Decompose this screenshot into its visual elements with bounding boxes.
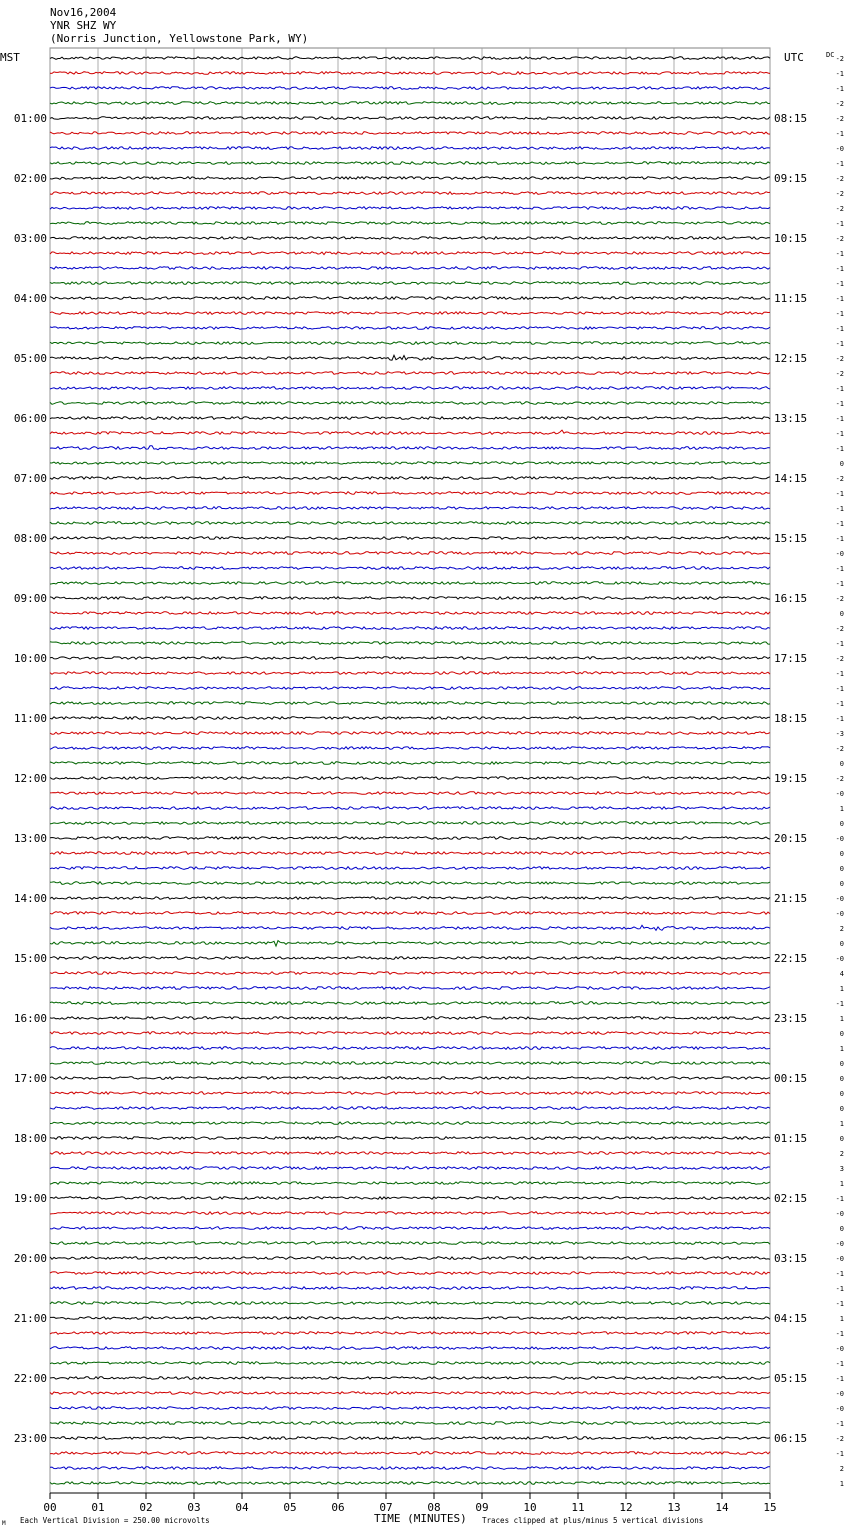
seismic-trace (50, 1467, 770, 1470)
mst-hour-label: 13:00 (13, 832, 47, 845)
dc-label: DC (826, 51, 835, 59)
seismic-trace (50, 342, 770, 345)
dc-offset-label: -1 (835, 1360, 844, 1368)
traces-group (50, 57, 770, 1485)
seismic-trace (50, 627, 770, 630)
seismic-trace (50, 702, 770, 705)
seismic-trace (50, 1437, 770, 1440)
dc-offset-label: 2 (839, 925, 844, 933)
seismic-trace (50, 717, 770, 720)
utc-hour-label: 11:15 (774, 292, 808, 305)
mst-hour-label: 14:00 (13, 892, 47, 905)
seismic-trace (50, 1482, 770, 1485)
dc-offset-label: 0 (839, 760, 844, 768)
dc-offset-label: -0 (835, 1210, 844, 1218)
dc-offset-label: -1 (835, 445, 844, 453)
dc-offset-label: 0 (839, 610, 844, 618)
seismic-trace (50, 941, 770, 947)
seismic-trace (50, 312, 770, 315)
dc-offset-label: -0 (835, 790, 844, 798)
seismic-trace (50, 1212, 770, 1215)
seismic-trace (50, 177, 770, 180)
dc-offset-label: 0 (839, 1135, 844, 1143)
dc-offset-label: -2 (835, 595, 844, 603)
dc-offset-label: -0 (835, 550, 844, 558)
dc-offset-label: -2 (835, 175, 844, 183)
dc-offset-label: -2 (835, 355, 844, 363)
x-tick-label: 10 (523, 1501, 537, 1514)
dc-offset-label: -0 (835, 1405, 844, 1413)
time-grid (50, 48, 770, 1499)
dc-offset-label: 0 (839, 850, 844, 858)
x-tick-label: 07 (379, 1501, 393, 1514)
mst-hour-label: 22:00 (13, 1372, 47, 1385)
dc-offset-label: -0 (835, 1390, 844, 1398)
seismic-trace (50, 1107, 770, 1110)
utc-hour-label: 23:15 (774, 1012, 808, 1025)
seismic-trace (50, 672, 770, 675)
seismic-trace (50, 462, 770, 465)
seismic-trace (50, 852, 770, 855)
seismic-trace (50, 237, 770, 240)
seismic-trace (50, 612, 770, 615)
dc-offset-label: -2 (835, 625, 844, 633)
mst-hour-label: 21:00 (13, 1312, 47, 1325)
seismic-trace (50, 867, 770, 870)
seismic-trace (50, 117, 770, 120)
dc-offset-label: -1 (835, 130, 844, 138)
mst-hour-label: 15:00 (13, 952, 47, 965)
utc-label: UTC (784, 51, 804, 64)
seismic-trace (50, 1122, 770, 1125)
mst-hour-label: 11:00 (13, 712, 47, 725)
seismic-trace (50, 1362, 770, 1365)
seismic-trace (50, 1182, 770, 1185)
dc-offset-label: -1 (835, 520, 844, 528)
seismic-trace (50, 807, 770, 810)
seismic-trace (50, 387, 770, 390)
seismic-trace (50, 1032, 770, 1035)
x-tick-label: 03 (187, 1501, 201, 1514)
dc-offset-label: 1 (839, 1180, 844, 1188)
mst-hour-label: 08:00 (13, 532, 47, 545)
dc-offset-label: -2 (835, 475, 844, 483)
seismic-trace (50, 1092, 770, 1095)
dc-offset-label: -1 (835, 250, 844, 258)
utc-hour-label: 04:15 (774, 1312, 808, 1325)
seismic-trace (50, 1077, 770, 1080)
labels-group (14, 55, 844, 1514)
seismic-trace (50, 1017, 770, 1020)
mst-hour-label: 06:00 (13, 412, 47, 425)
seismic-trace (50, 327, 770, 330)
dc-offset-label: -2 (835, 235, 844, 243)
utc-hour-label: 01:15 (774, 1132, 808, 1145)
dc-offset-label: 0 (839, 1030, 844, 1038)
dc-offset-label: 0 (839, 1060, 844, 1068)
mst-hour-label: 05:00 (13, 352, 47, 365)
seismic-trace (50, 957, 770, 960)
seismic-trace (50, 897, 770, 900)
seismic-trace (50, 1047, 770, 1050)
seismic-trace (50, 102, 770, 105)
dc-offset-label: 1 (839, 1480, 844, 1488)
seismic-trace (50, 582, 770, 585)
seismic-trace (50, 252, 770, 255)
x-tick-label: 12 (619, 1501, 633, 1514)
seismic-trace (50, 657, 770, 660)
dc-offset-label: -1 (835, 1375, 844, 1383)
mst-hour-label: 07:00 (13, 472, 47, 485)
dc-offset-label: -1 (835, 1330, 844, 1338)
dc-offset-label: -2 (835, 205, 844, 213)
seismic-trace (50, 822, 770, 825)
dc-offset-label: -1 (835, 670, 844, 678)
x-tick-label: 00 (43, 1501, 57, 1514)
mst-hour-label: 09:00 (13, 592, 47, 605)
utc-hour-label: 06:15 (774, 1432, 808, 1445)
dc-offset-label: -0 (835, 910, 844, 918)
dc-offset-label: -1 (835, 85, 844, 93)
utc-hour-label: 10:15 (774, 232, 808, 245)
seismic-trace (50, 747, 770, 750)
seismic-trace (50, 162, 770, 165)
seismic-trace (50, 925, 770, 930)
dc-offset-label: 0 (839, 1090, 844, 1098)
dc-offset-label: -0 (835, 895, 844, 903)
seismic-trace (50, 72, 770, 75)
utc-hour-label: 16:15 (774, 592, 808, 605)
dc-offset-label: -1 (835, 685, 844, 693)
scale-note: Each Vertical Division = 250.00 microvolts (20, 1516, 210, 1525)
utc-hour-label: 21:15 (774, 892, 808, 905)
mst-hour-label: 20:00 (13, 1252, 47, 1265)
seismic-trace (50, 282, 770, 285)
seismic-trace (50, 1422, 770, 1425)
seismic-trace (50, 355, 770, 360)
dc-offset-label: -0 (835, 1345, 844, 1353)
dc-offset-label: -1 (835, 1195, 844, 1203)
utc-hour-label: 15:15 (774, 532, 808, 545)
x-tick-label: 14 (715, 1501, 729, 1514)
station-name: YNR SHZ WY (50, 19, 117, 32)
seismic-trace (50, 837, 770, 840)
seismic-trace (50, 492, 770, 495)
seismic-trace (50, 372, 770, 375)
dc-offset-label: 0 (839, 865, 844, 873)
dc-offset-label: -1 (835, 265, 844, 273)
seismic-trace (50, 1377, 770, 1380)
dc-offset-label: -1 (835, 220, 844, 228)
dc-offset-label: -2 (835, 190, 844, 198)
seismic-trace (50, 642, 770, 645)
seismic-trace (50, 777, 770, 780)
mst-hour-label: 10:00 (13, 652, 47, 665)
dc-offset-label: 0 (839, 1225, 844, 1233)
dc-offset-label: -3 (835, 730, 844, 738)
dc-offset-label: -1 (835, 325, 844, 333)
utc-hour-label: 03:15 (774, 1252, 808, 1265)
dc-offset-label: -1 (835, 700, 844, 708)
seismic-trace (50, 537, 770, 540)
utc-hour-label: 22:15 (774, 952, 808, 965)
dc-offset-label: -0 (835, 1240, 844, 1248)
seismic-trace (50, 1317, 770, 1320)
dc-offset-label: -1 (835, 1285, 844, 1293)
dc-offset-label: -2 (835, 55, 844, 63)
dc-offset-label: -1 (835, 1450, 844, 1458)
seismic-trace (50, 1167, 770, 1170)
seismic-trace (50, 477, 770, 480)
seismic-trace (50, 267, 770, 270)
seismic-trace (50, 1152, 770, 1155)
seismic-trace (50, 1002, 770, 1005)
dc-offset-label: 0 (839, 460, 844, 468)
seismic-trace (50, 1272, 770, 1275)
seismic-trace (50, 446, 770, 450)
utc-hour-label: 20:15 (774, 832, 808, 845)
utc-hour-label: 14:15 (774, 472, 808, 485)
x-axis-title: TIME (MINUTES) (374, 1512, 467, 1525)
mst-hour-label: 01:00 (13, 112, 47, 125)
mst-hour-label: 18:00 (13, 1132, 47, 1145)
seismic-trace (50, 597, 770, 600)
dc-offset-label: -0 (835, 955, 844, 963)
dc-offset-label: -1 (835, 280, 844, 288)
seismic-trace (50, 192, 770, 195)
dc-offset-label: 1 (839, 1120, 844, 1128)
seismic-trace (50, 132, 770, 135)
clip-note: Traces clipped at plus/minus 5 vertical divisions (482, 1516, 704, 1525)
dc-offset-label: 2 (839, 1465, 844, 1473)
seismic-trace (50, 1332, 770, 1335)
seismic-trace (50, 430, 770, 434)
seismic-trace (50, 552, 770, 555)
utc-hour-label: 17:15 (774, 652, 808, 665)
utc-hour-label: 02:15 (774, 1192, 808, 1205)
plot-frame (50, 48, 770, 1493)
x-tick-label: 15 (763, 1501, 777, 1514)
seismic-trace (50, 1302, 770, 1305)
dc-offset-label: -1 (835, 70, 844, 78)
x-tick-label: 09 (475, 1501, 489, 1514)
x-tick-label: 01 (91, 1501, 105, 1514)
dc-offset-label: -1 (835, 1300, 844, 1308)
dc-offset-label: 4 (839, 970, 844, 978)
seismic-trace (50, 1257, 770, 1260)
utc-hour-label: 12:15 (774, 352, 808, 365)
dc-offset-label: -0 (835, 1255, 844, 1263)
utc-hour-label: 05:15 (774, 1372, 808, 1385)
x-tick-label: 04 (235, 1501, 249, 1514)
dc-offset-label: -2 (835, 655, 844, 663)
seismic-trace (50, 987, 770, 990)
seismic-trace (50, 87, 770, 90)
dc-offset-label: -2 (835, 775, 844, 783)
dc-offset-label: 0 (839, 880, 844, 888)
seismic-trace (50, 1137, 770, 1140)
dc-offset-label: -1 (835, 430, 844, 438)
seismic-trace (50, 1197, 770, 1200)
seismic-trace (50, 1347, 770, 1350)
dc-offset-label: 1 (839, 985, 844, 993)
utc-hour-label: 19:15 (774, 772, 808, 785)
dc-offset-label: 1 (839, 1315, 844, 1323)
mst-hour-label: 03:00 (13, 232, 47, 245)
station-location: (Norris Junction, Yellowstone Park, WY) (50, 32, 309, 45)
mst-hour-label: 16:00 (13, 1012, 47, 1025)
seismic-trace (50, 1392, 770, 1395)
seismic-trace (50, 882, 770, 885)
seismic-trace (50, 762, 770, 765)
x-tick-label: 06 (331, 1501, 345, 1514)
dc-offset-label: -2 (835, 100, 844, 108)
mst-hour-label: 19:00 (13, 1192, 47, 1205)
seismic-trace (50, 1242, 770, 1245)
dc-offset-label: -1 (835, 1000, 844, 1008)
dc-offset-label: -2 (835, 745, 844, 753)
plot-date: Nov16,2004 (50, 6, 117, 19)
x-tick-label: 11 (571, 1501, 585, 1514)
x-tick-label: 13 (667, 1501, 681, 1514)
utc-hour-label: 00:15 (774, 1072, 808, 1085)
seismic-trace (50, 1452, 770, 1455)
dc-offset-label: -1 (835, 640, 844, 648)
dc-offset-label: -1 (835, 295, 844, 303)
mst-hour-label: 17:00 (13, 1072, 47, 1085)
dc-offset-label: 0 (839, 940, 844, 948)
mst-hour-label: 04:00 (13, 292, 47, 305)
seismic-trace (50, 57, 770, 60)
dc-offset-label: 0 (839, 1105, 844, 1113)
dc-offset-label: -1 (835, 1420, 844, 1428)
mst-hour-label: 23:00 (13, 1432, 47, 1445)
mst-hour-label: 02:00 (13, 172, 47, 185)
dc-offset-label: -1 (835, 565, 844, 573)
seismic-trace (50, 687, 770, 690)
utc-hour-label: 08:15 (774, 112, 808, 125)
seismic-trace (50, 972, 770, 975)
seismic-trace (50, 402, 770, 405)
dc-offset-label: -1 (835, 385, 844, 393)
x-tick-label: 08 (427, 1501, 441, 1514)
dc-offset-label: -2 (835, 1435, 844, 1443)
seismic-trace (50, 297, 770, 300)
seismic-trace (50, 222, 770, 225)
dc-offset-label: -1 (835, 340, 844, 348)
dc-offset-label: -1 (835, 310, 844, 318)
utc-hour-label: 09:15 (774, 172, 808, 185)
seismic-trace (50, 417, 770, 420)
seismic-trace (50, 1287, 770, 1290)
dc-offset-label: -1 (835, 160, 844, 168)
dc-offset-label: -1 (835, 415, 844, 423)
dc-offset-label: -1 (835, 580, 844, 588)
dc-offset-label: -1 (835, 400, 844, 408)
x-tick-label: 02 (139, 1501, 153, 1514)
seismic-trace (50, 522, 770, 525)
seismic-trace (50, 912, 770, 915)
seismic-trace (50, 1407, 770, 1410)
dc-offset-label: -1 (835, 535, 844, 543)
dc-offset-label: 0 (839, 1075, 844, 1083)
dc-offset-label: 0 (839, 820, 844, 828)
mst-label: MST (0, 51, 20, 64)
dc-offset-label: 3 (839, 1165, 844, 1173)
mst-hour-label: 12:00 (13, 772, 47, 785)
utc-hour-label: 13:15 (774, 412, 808, 425)
dc-offset-label: 1 (839, 1045, 844, 1053)
dc-offset-label: -1 (835, 1270, 844, 1278)
dc-offset-label: -1 (835, 505, 844, 513)
seismic-trace (50, 207, 770, 210)
dc-offset-label: -2 (835, 370, 844, 378)
corner-mark: M (2, 1520, 6, 1527)
dc-offset-label: -0 (835, 145, 844, 153)
dc-offset-label: 2 (839, 1150, 844, 1158)
seismic-trace (50, 567, 770, 570)
seismic-trace (50, 1227, 770, 1230)
dc-offset-label: 1 (839, 805, 844, 813)
x-tick-label: 05 (283, 1501, 297, 1514)
dc-offset-label: -0 (835, 835, 844, 843)
utc-hour-label: 18:15 (774, 712, 808, 725)
seismic-trace (50, 732, 770, 735)
seismic-trace (50, 147, 770, 150)
seismic-trace (50, 792, 770, 795)
dc-offset-label: -1 (835, 490, 844, 498)
dc-offset-label: -2 (835, 115, 844, 123)
seismic-trace (50, 1062, 770, 1065)
dc-offset-label: -1 (835, 715, 844, 723)
dc-offset-label: 1 (839, 1015, 844, 1023)
seismic-trace (50, 507, 770, 510)
